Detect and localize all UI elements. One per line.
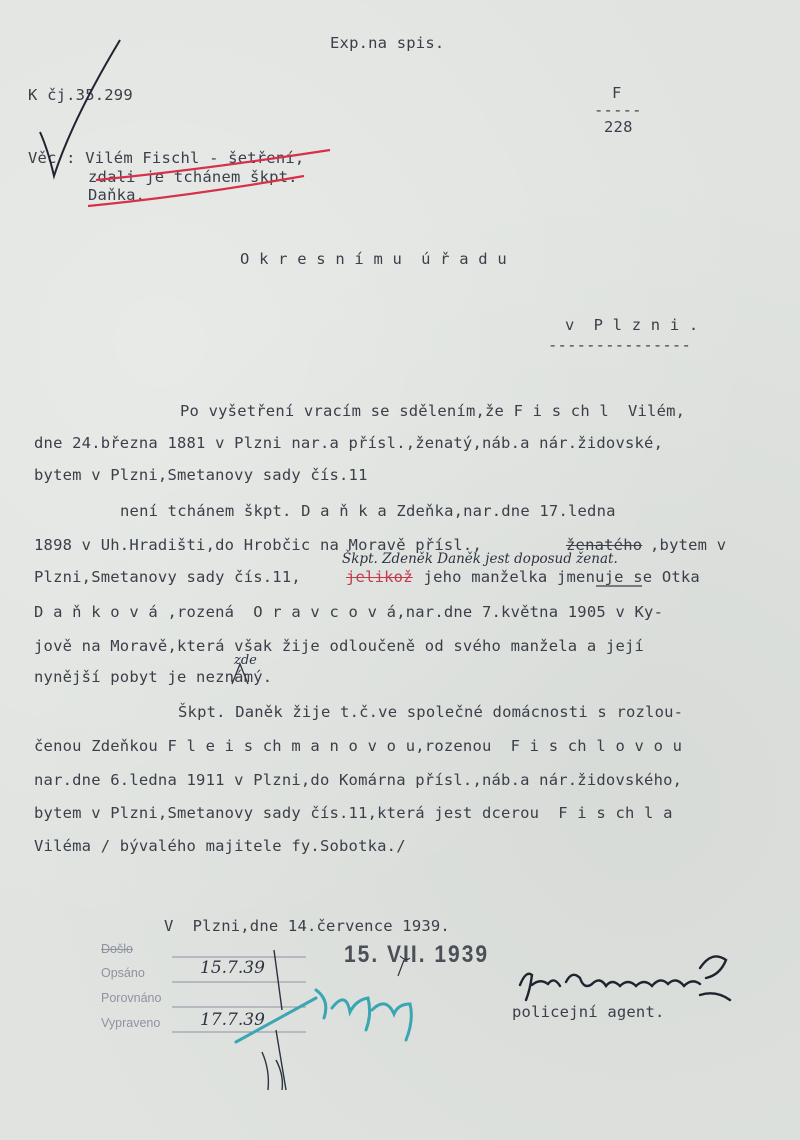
subject-line-1: Věc : Vilém Fischl - šetření, xyxy=(28,149,305,167)
body-line: bytem v Plzni,Smetanovy sady čís.11 xyxy=(34,466,368,484)
stamp-opsano-value: 15.7.39 xyxy=(200,958,265,978)
body-line: Plzni,Smetanovy sady čís.11, xyxy=(34,568,301,586)
body-line: Viléma / bývalého majitele fy.Sobotka./ xyxy=(34,837,406,855)
teal-scribble xyxy=(236,990,411,1042)
subject-line-2: zdali je tchánem škpt. xyxy=(88,168,298,186)
subject-line-3: Daňka. xyxy=(88,186,146,204)
reference-number: K čj.35.299 xyxy=(28,86,133,104)
addressee-office: O k r e s n í m u ú ř a d u xyxy=(240,250,507,268)
handwritten-zde: zde xyxy=(234,653,257,668)
checkmark-stroke xyxy=(40,40,120,176)
initials-mark xyxy=(262,1052,282,1090)
body-line: jově na Moravě,která však žije odloučeně od svého manžela a její xyxy=(34,637,645,655)
red-strike-2 xyxy=(88,176,304,206)
stamp-label-opsano: Opsáno xyxy=(101,966,145,980)
body-line: Po vyšetření vracím se sdělením,že F i s ch l Vilém, xyxy=(180,402,686,420)
body-line: dne 24.března 1881 v Plzni nar.a přísl.,ženatý,náb.a nár.židovské, xyxy=(34,434,664,452)
file-letter: F xyxy=(612,84,622,102)
addressee-underline: --------------- xyxy=(548,336,691,354)
expedition-note: Exp.na spis. xyxy=(330,34,445,52)
body-line: čenou Zdeňkou F l e i s ch m a n o v o u,rozenou F i s ch l o v o u xyxy=(34,737,683,755)
signature-title: policejní agent. xyxy=(512,1003,665,1021)
file-dash: ----- xyxy=(594,101,642,119)
body-line: D a ň k o v á ,rozená O r a v c o v á,nar.dne 7.května 1905 v Ky- xyxy=(34,603,664,621)
insert-caret xyxy=(232,664,248,684)
place-date: V Plzni,dne 14.července 1939. xyxy=(164,917,450,935)
small-mark xyxy=(398,956,410,976)
handwritten-insert: Škpt. Zdeněk Daněk jest doposud ženat. xyxy=(342,551,618,567)
agent-signature xyxy=(520,956,730,1000)
struck-word-jelikoz: jelikož xyxy=(346,568,413,586)
stamp-label-vypraveno: Vypraveno xyxy=(101,1016,161,1030)
addressee-city: v P l z n i . xyxy=(565,316,699,334)
body-line: není tchánem škpt. D a ň k a Zdeňka,nar.dne 17.ledna xyxy=(120,502,616,520)
file-number: 228 xyxy=(604,118,633,136)
body-line: nynější pobyt je neznámý. xyxy=(34,668,273,686)
body-line: bytem v Plzni,Smetanovy sady čís.11,která jest dcerou F i s ch l a xyxy=(34,804,673,822)
body-line: ,bytem v xyxy=(650,536,727,554)
stamp-label-porovnano: Porovnáno xyxy=(101,991,162,1005)
stamp-date: 15. VII. 1939 xyxy=(344,941,490,968)
struck-word-zenateho: ženatého xyxy=(566,536,643,554)
body-line: jeho manželka jmenuje se Otka xyxy=(414,568,700,586)
red-strike-1 xyxy=(96,150,330,180)
body-line: nar.dne 6.ledna 1911 v Plzni,do Komárna přísl.,náb.a nár.židovského, xyxy=(34,771,683,789)
stamp-label-doslo: Došlo xyxy=(101,942,133,956)
body-line: 1898 v Uh.Hradišti,do Hrobčic na Moravě přísl., xyxy=(34,536,482,554)
stamp-vypraveno-value: 17.7.39 xyxy=(200,1010,265,1030)
body-line: Škpt. Daněk žije t.č.ve společné domácnosti s rozlou- xyxy=(178,703,684,721)
